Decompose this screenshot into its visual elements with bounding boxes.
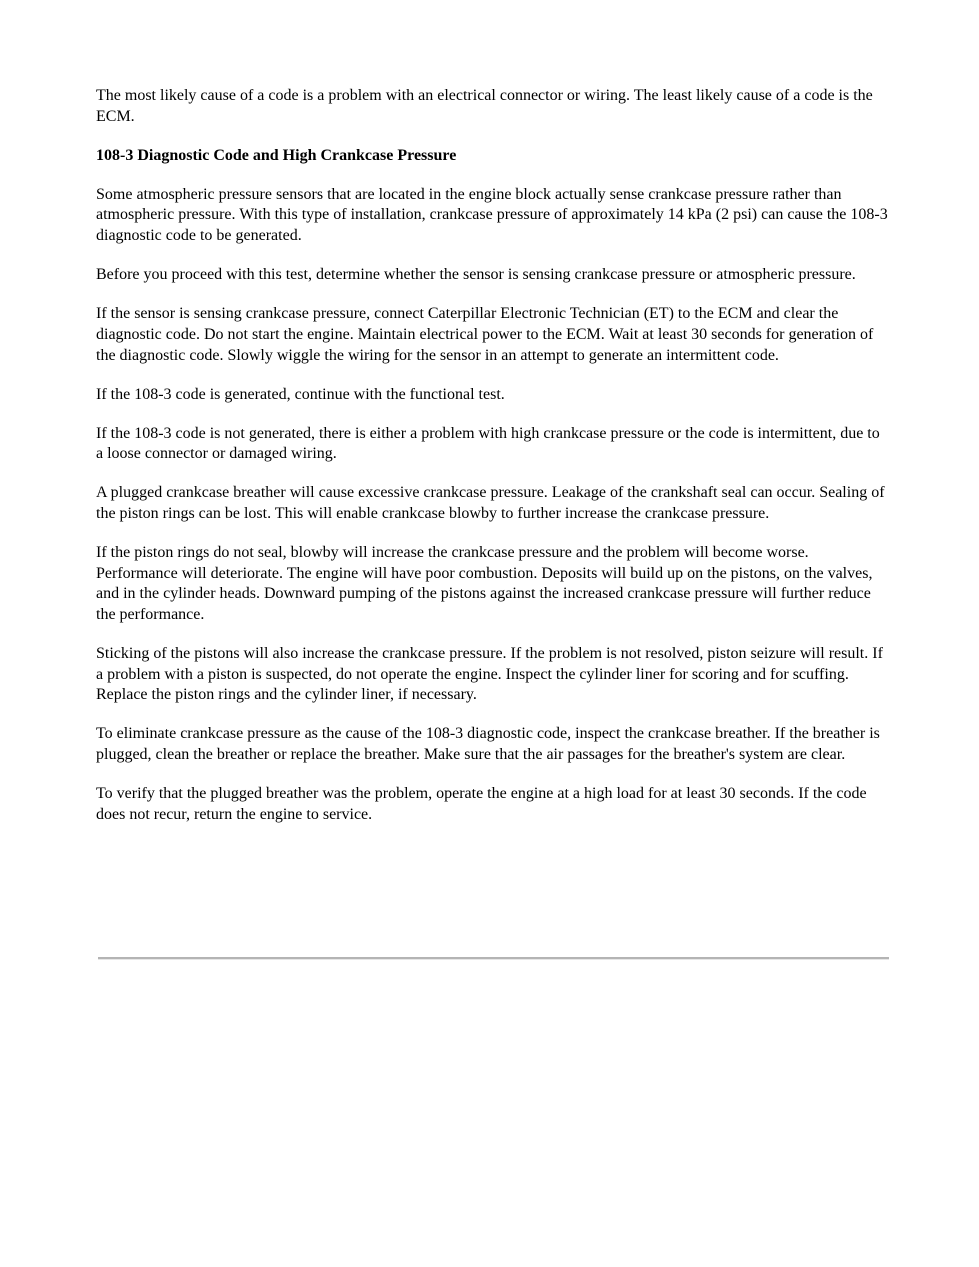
horizontal-divider	[98, 957, 889, 960]
paragraph-code-not-generated: If the 108-3 code is not generated, there is either a problem with high crankcase pressure or the code is intermittent, due to a loose connector or damaged wiring.	[96, 424, 880, 463]
paragraph-plugged-breather: A plugged crankcase breather will cause excessive crankcase pressure. Leakage of the crankshaft seal can occur. Sealing of the piston rings can be lost. This will enable crankcase blowby to further increase the crankcase pressure.	[96, 484, 885, 522]
paragraph-verify-breather: To verify that the plugged breather was the problem, operate the engine at a high load for at least 30 seconds. If the code does not recur, return the engine to service.	[96, 785, 867, 823]
paragraph-before-proceed: Before you proceed with this test, determine whether the sensor is sensing crankcase pressure or atmospheric pressure.	[96, 266, 856, 284]
document-body	[96, 86, 888, 844]
section-heading: 108-3 Diagnostic Code and High Crankcase Pressure	[96, 146, 457, 164]
paragraph-sensing-crankcase: If the sensor is sensing crankcase pressure, connect Caterpillar Electronic Technician (ET) to the ECM and clear the diagnostic code. Do not start the engine. Maintain electrical power to the ECM. Wait at least 30 seconds for generation of the diagnostic code. Slowly wiggle the wiring for the sensor in an attempt to generate an intermittent code.	[96, 305, 874, 364]
paragraph-piston-rings: If the piston rings do not seal, blowby will increase the crankcase pressure and the problem will become worse. Performance will deteriorate. The engine will have poor combustion. Deposits will build up on the pistons, on the valves, and in the cylinder heads. Downward pumping of the pistons against the increased crankcase pressure will further reduce the performance.	[96, 543, 873, 624]
paragraph-sticking-pistons: Sticking of the pistons will also increase the crankcase pressure. If the problem is not resolved, piston seizure will result. If a problem with a piston is suspected, do not operate the engine. Inspect the cylinder liner for scoring and for scuffing. Replace the piston rings and the cylinder liner, if necessary.	[96, 645, 883, 704]
paragraph-atmospheric-sensors: Some atmospheric pressure sensors that are located in the engine block actually sense crankcase pressure rather than atmospheric pressure. With this type of installation, crankcase pressure of approximately 14 kPa (2 psi) can cause the 108-3 diagnostic code to be generated.	[96, 185, 888, 245]
paragraph-likely-cause: The most likely cause of a code is a problem with an electrical connector or wiring. The least likely cause of a code is the ECM.	[96, 87, 873, 125]
paragraph-code-generated: If the 108-3 code is generated, continue with the functional test.	[96, 385, 505, 403]
paragraph-eliminate-pressure: To eliminate crankcase pressure as the cause of the 108-3 diagnostic code, inspect the crankcase breather. If the breather is plugged, clean the breather or replace the breather. Make sure that the air passages for the breather's system are clear.	[96, 725, 880, 764]
